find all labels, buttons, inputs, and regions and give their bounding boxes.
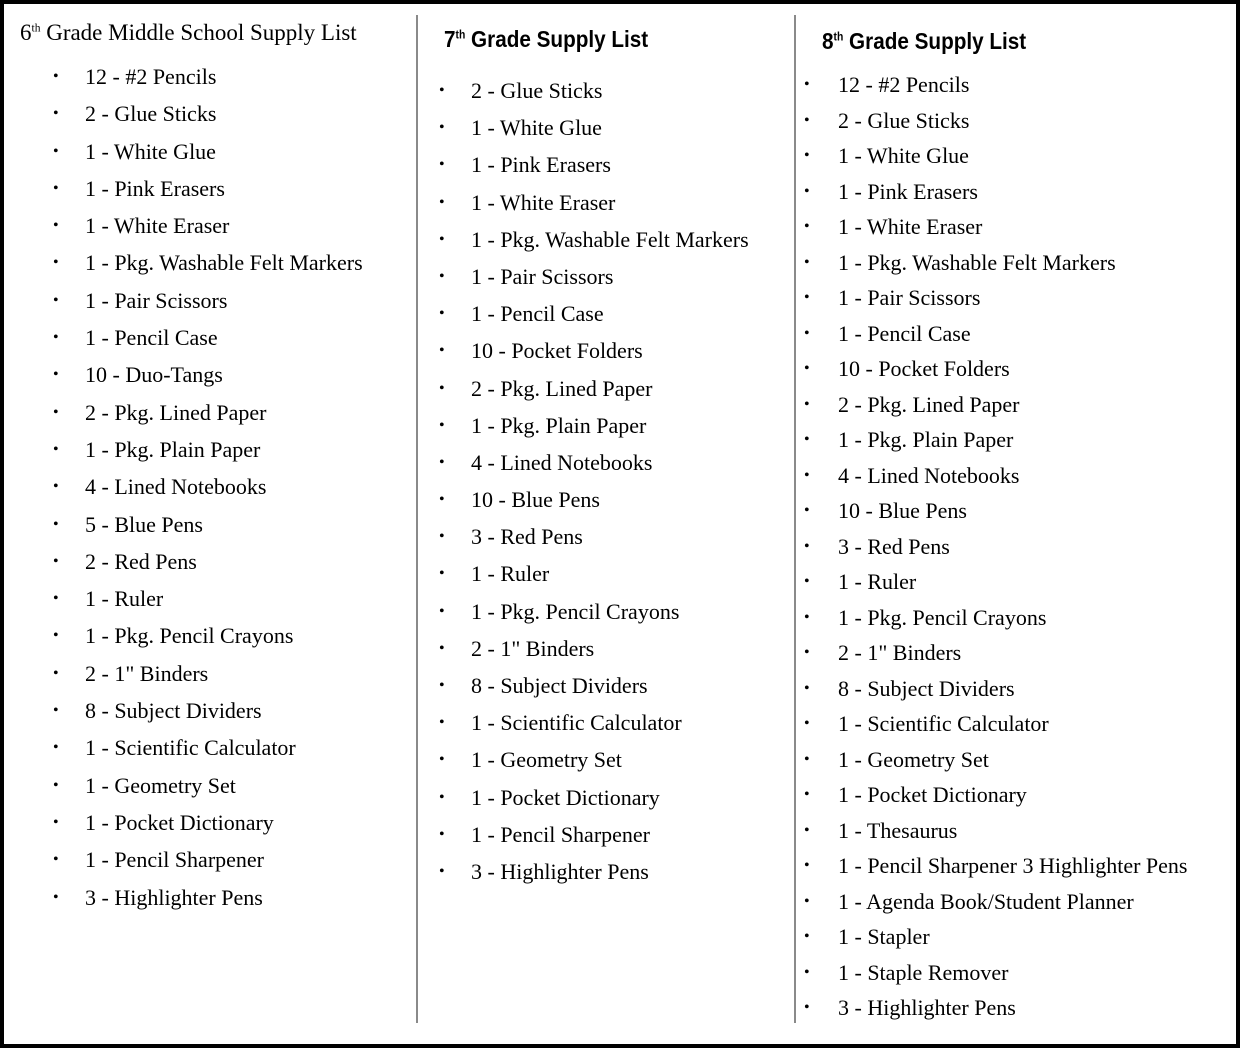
list-item [804, 422, 1188, 458]
list-item [53, 282, 363, 319]
bullet-icon: • [804, 253, 810, 271]
item-text: 1 - Pocket Dictionary [471, 784, 660, 810]
list-item [804, 458, 1188, 494]
list-item [53, 58, 363, 95]
list-item [439, 704, 749, 741]
item-text: 1 - Geometry Set [471, 747, 622, 773]
item-text: 2 - Pkg. Lined Paper [471, 375, 653, 401]
item-text: 5 - Blue Pens [85, 511, 203, 537]
column-divider [416, 15, 418, 1023]
list-item [439, 481, 749, 518]
list-item [53, 841, 363, 878]
item-text: 1 - Pair Scissors [838, 285, 981, 310]
bullet-icon: • [804, 892, 810, 910]
list-item [53, 356, 363, 393]
list-item [804, 635, 1188, 671]
bullet-icon: • [53, 776, 59, 794]
item-text: 1 - Pkg. Washable Felt Markers [838, 249, 1116, 275]
item-text: 1 - Ruler [85, 586, 164, 612]
item-text: 10 - Pocket Folders [838, 356, 1010, 381]
list-item [53, 580, 363, 617]
list-item [439, 184, 749, 221]
list-item [439, 741, 749, 778]
bullet-icon: • [53, 515, 59, 533]
bullet-icon: • [53, 179, 59, 197]
bullet-icon: • [53, 440, 59, 458]
list-item [439, 332, 749, 369]
list-item [53, 431, 363, 468]
list-item [804, 280, 1188, 316]
list-item [804, 564, 1188, 600]
bullet-icon: • [439, 82, 445, 99]
item-text: 1 - Pencil Sharpener 3 Highlighter Pens [838, 853, 1188, 878]
bullet-icon: • [53, 851, 59, 869]
list-item [804, 777, 1188, 813]
ordinal-suffix: th [31, 22, 41, 35]
bullet-icon: • [53, 68, 59, 85]
bullet-icon: • [804, 111, 810, 129]
list-item [804, 351, 1188, 387]
bullet-icon: • [804, 608, 810, 626]
list-item [439, 816, 749, 853]
item-text: 1 - White Glue [838, 143, 969, 168]
bullet-icon: • [53, 552, 59, 570]
item-text: 1 - Pkg. Washable Felt Markers [471, 226, 749, 252]
grade-8-title [822, 28, 1026, 55]
item-text: 1 - Pink Erasers [838, 178, 978, 204]
bullet-icon: • [804, 786, 810, 803]
bullet-icon: • [804, 999, 810, 1016]
bullet-icon: • [439, 491, 445, 509]
item-text: 1 - Pkg. Pencil Crayons [471, 598, 680, 624]
list-item [804, 955, 1188, 991]
bullet-icon: • [439, 267, 445, 285]
grade-7-title [444, 26, 648, 53]
bullet-icon: • [804, 679, 810, 697]
list-item [53, 319, 363, 356]
item-text: 1 - Pencil Sharpener [85, 847, 264, 873]
item-text: 4 - Lined Notebooks [838, 462, 1020, 488]
list-item [439, 258, 749, 295]
list-item [804, 316, 1188, 352]
item-text: 2 - 1" Binders [471, 635, 595, 661]
item-text: 10 - Blue Pens [471, 487, 600, 513]
item-text: 2 - Pkg. Lined Paper [838, 391, 1020, 417]
item-text: 1 - Pencil Case [838, 320, 971, 346]
list-item [804, 529, 1188, 565]
list-item [804, 990, 1188, 1026]
list-item [804, 138, 1188, 174]
bullet-icon: • [53, 329, 59, 347]
item-text: 2 - Pkg. Lined Paper [85, 399, 267, 425]
item-text: 10 - Duo-Tangs [85, 362, 223, 388]
list-item [53, 543, 363, 580]
item-text: 1 - White Glue [471, 115, 602, 141]
item-text: 1 - Agenda Book/Student Planner [838, 888, 1134, 914]
item-text: 3 - Highlighter Pens [838, 995, 1016, 1020]
list-item [53, 617, 363, 654]
bullet-icon: • [439, 379, 445, 397]
bullet-icon: • [804, 466, 810, 484]
list-item [804, 67, 1188, 103]
list-item [439, 444, 749, 481]
item-text: 1 - Pencil Case [85, 325, 218, 351]
item-text: 1 - Pkg. Plain Paper [471, 412, 647, 438]
bullet-icon: • [804, 324, 810, 342]
bullet-icon: • [439, 862, 445, 880]
list-item [804, 103, 1188, 139]
item-text: 3 - Red Pens [838, 533, 950, 559]
list-item [53, 692, 363, 729]
item-text: 1 - Geometry Set [838, 746, 989, 772]
bullet-icon: • [53, 813, 59, 831]
bullet-icon: • [439, 230, 445, 248]
item-text: 8 - Subject Dividers [85, 698, 262, 724]
item-text: 10 - Pocket Folders [471, 338, 643, 364]
bullet-icon: • [53, 590, 59, 608]
item-text: 3 - Highlighter Pens [471, 858, 649, 884]
bullet-icon: • [53, 478, 59, 496]
item-text: 1 - Stapler [838, 924, 930, 949]
list-item [53, 244, 363, 281]
bullet-icon: • [53, 403, 59, 421]
item-text: 1 - Ruler [471, 561, 550, 587]
list-item [439, 146, 749, 183]
list-item [53, 506, 363, 543]
item-text: 1 - Thesaurus [838, 817, 958, 843]
item-text: 1 - Geometry Set [85, 772, 236, 798]
list-item [804, 387, 1188, 423]
item-text: 1 - Pkg. Plain Paper [838, 427, 1014, 452]
bullet-icon: • [53, 366, 59, 384]
bullet-icon: • [804, 289, 810, 306]
bullet-icon: • [804, 360, 810, 377]
item-text: 1 - Pink Erasers [471, 152, 611, 178]
title-text: Grade Middle School Supply List [40, 20, 357, 45]
item-text: 12 - #2 Pencils [838, 72, 970, 97]
list-item [53, 95, 363, 132]
bullet-icon: • [804, 537, 810, 555]
item-text: 2 - 1" Binders [85, 660, 209, 686]
bullet-icon: • [804, 76, 810, 93]
item-text: 1 - Pkg. Pencil Crayons [85, 623, 294, 649]
item-text: 12 - #2 Pencils [85, 64, 217, 89]
ordinal-suffix: th [455, 29, 466, 42]
grade-number: 7 [444, 26, 456, 52]
bullet-icon: • [439, 602, 445, 620]
item-text: 2 - Glue Sticks [838, 107, 970, 133]
grade-6-title [20, 20, 357, 46]
item-text: 10 - Blue Pens [838, 498, 967, 523]
list-item [53, 804, 363, 841]
item-text: 1 - Pkg. Washable Felt Markers [85, 250, 363, 276]
list-item [804, 848, 1188, 884]
bullet-icon: • [804, 963, 810, 981]
bullet-icon: • [439, 416, 445, 434]
list-item [804, 884, 1188, 920]
item-text: 1 - Pair Scissors [85, 287, 228, 313]
list-item [804, 600, 1188, 636]
bullet-icon: • [439, 751, 445, 769]
list-item [439, 221, 749, 258]
list-item [53, 394, 363, 431]
bullet-icon: • [804, 928, 810, 945]
bullet-icon: • [53, 702, 59, 720]
list-item [439, 518, 749, 555]
bullet-icon: • [53, 217, 59, 235]
list-item [804, 174, 1188, 210]
list-item [439, 407, 749, 444]
item-text: 1 - Scientific Calculator [838, 711, 1049, 736]
item-text: 2 - Glue Sticks [85, 101, 217, 127]
grade-8-supply-list [804, 67, 1188, 1026]
list-item [804, 706, 1188, 742]
item-text: 1 - White Eraser [85, 213, 230, 239]
bullet-icon: • [804, 431, 810, 448]
bullet-icon: • [804, 857, 810, 874]
item-text: 1 - Pocket Dictionary [838, 782, 1027, 807]
item-text: 1 - Pkg. Plain Paper [85, 436, 261, 462]
item-text: 1 - Pair Scissors [471, 263, 614, 289]
list-item [439, 295, 749, 332]
column-divider [794, 15, 796, 1023]
item-text: 8 - Subject Dividers [471, 673, 648, 698]
list-item [439, 109, 749, 146]
list-item [439, 667, 749, 704]
list-item [439, 370, 749, 407]
bullet-icon: • [804, 750, 810, 768]
bullet-icon: • [439, 565, 445, 583]
bullet-icon: • [53, 739, 59, 757]
list-item [439, 555, 749, 592]
bullet-icon: • [439, 453, 445, 471]
item-text: 1 - White Eraser [838, 214, 983, 239]
item-text: 1 - White Eraser [471, 189, 616, 215]
title-text: Grade Supply List [843, 28, 1027, 54]
bullet-icon: • [804, 218, 810, 235]
bullet-icon: • [804, 821, 810, 839]
list-item [53, 767, 363, 804]
item-text: 1 - Scientific Calculator [85, 735, 296, 761]
list-item [804, 742, 1188, 778]
bullet-icon: • [439, 825, 445, 843]
bullet-icon: • [439, 639, 445, 657]
list-item [53, 207, 363, 244]
list-item [804, 671, 1188, 707]
bullet-icon: • [439, 119, 445, 137]
item-text: 2 - Red Pens [85, 548, 197, 574]
bullet-icon: • [53, 142, 59, 160]
list-item [439, 630, 749, 667]
bullet-icon: • [439, 677, 445, 694]
list-item [53, 170, 363, 207]
item-text: 3 - Red Pens [471, 524, 583, 550]
bullet-icon: • [439, 156, 445, 174]
grade-number: 8 [822, 28, 834, 54]
bullet-icon: • [53, 254, 59, 272]
bullet-icon: • [804, 395, 810, 413]
list-item [439, 779, 749, 816]
list-item [53, 879, 363, 916]
bullet-icon: • [439, 193, 445, 211]
item-text: 1 - Ruler [838, 569, 917, 594]
list-item [804, 919, 1188, 955]
bullet-icon: • [439, 305, 445, 323]
item-text: 2 - Glue Sticks [471, 78, 603, 103]
bullet-icon: • [53, 291, 59, 309]
item-text: 1 - Staple Remover [838, 959, 1009, 985]
grade-6-supply-list [53, 58, 363, 916]
item-text: 1 - Pink Erasers [85, 175, 225, 201]
item-text: 3 - Highlighter Pens [85, 884, 263, 910]
bullet-icon: • [804, 182, 810, 200]
bullet-icon: • [804, 573, 810, 590]
bullet-icon: • [439, 788, 445, 806]
bullet-icon: • [439, 528, 445, 546]
bullet-icon: • [53, 105, 59, 123]
item-text: 1 - Pencil Sharpener [471, 821, 650, 847]
item-text: 1 - White Glue [85, 138, 216, 164]
title-text: Grade Supply List [465, 26, 649, 52]
grade-7-supply-list [439, 72, 749, 890]
list-item [804, 245, 1188, 281]
item-text: 1 - Pocket Dictionary [85, 809, 274, 835]
list-item [53, 655, 363, 692]
list-item [53, 133, 363, 170]
item-text: 1 - Pencil Case [471, 301, 604, 327]
bullet-icon: • [53, 888, 59, 906]
grade-number: 6 [20, 20, 32, 45]
item-text: 8 - Subject Dividers [838, 675, 1015, 701]
bullet-icon: • [439, 714, 445, 732]
list-item [439, 72, 749, 109]
list-item [53, 729, 363, 766]
bullet-icon: • [804, 715, 810, 732]
item-text: 1 - Scientific Calculator [471, 710, 682, 736]
bullet-icon: • [804, 502, 810, 519]
list-item [53, 468, 363, 505]
item-text: 4 - Lined Notebooks [85, 474, 267, 500]
bullet-icon: • [804, 644, 810, 661]
list-item [804, 813, 1188, 849]
list-item [804, 493, 1188, 529]
list-item [439, 853, 749, 890]
bullet-icon: • [53, 664, 59, 682]
item-text: 1 - Pkg. Pencil Crayons [838, 604, 1047, 630]
item-text: 2 - 1" Binders [838, 640, 962, 665]
bullet-icon: • [53, 627, 59, 645]
bullet-icon: • [804, 147, 810, 164]
ordinal-suffix: th [833, 31, 844, 44]
bullet-icon: • [439, 342, 445, 360]
list-item [804, 209, 1188, 245]
item-text: 4 - Lined Notebooks [471, 449, 653, 475]
list-item [439, 593, 749, 630]
